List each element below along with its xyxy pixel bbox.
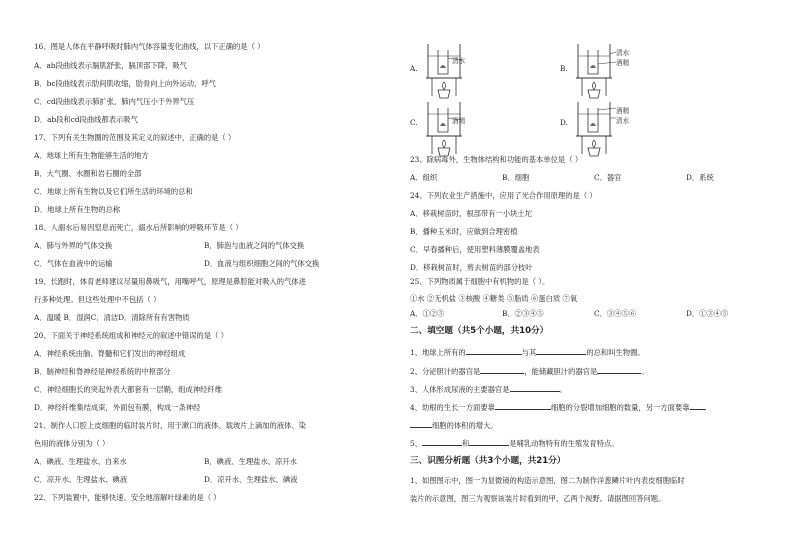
q17-stem: 17、下列有关生物圈的范围及其定义的叙述中，正确的是（ ） [34, 133, 236, 142]
fill-blank[interactable] [410, 419, 432, 428]
apparatus-a-letter: A. [410, 64, 418, 73]
q20-option-b: B．脑神经和脊神经是神经系统的中枢部分 [34, 367, 171, 376]
q18-stem: 18、人溺水后易因窒息而死亡，溺水后所影响的呼吸环节是（ ） [34, 223, 243, 232]
q21-option-c: C．凉开水、生理盐水、碘液 [34, 475, 128, 484]
q24-option-a: A．移栽树苗时，根部带有一小块土坨 [410, 209, 533, 218]
q24-option-b: B．播种玉米时，应做到合理密植 [410, 227, 518, 236]
fill-blank[interactable] [510, 383, 560, 392]
fill-blank[interactable] [536, 346, 586, 355]
q18-option-c: C．气体在血液中的运输 [34, 259, 113, 268]
fill-blank[interactable] [690, 401, 706, 410]
fill-blank[interactable] [495, 401, 551, 410]
q23-stem: 23、除病毒外，生物体结构和功能的基本单位是（ ） [410, 155, 583, 164]
apparatus-d-label-2: 清水 [616, 117, 630, 125]
q24-option-c: C．早春播种后，使用塑料薄膜覆盖地表 [410, 245, 540, 254]
apparatus-b-label-2: 酒精 [616, 59, 630, 67]
apparatus-a-label-1: 清水 [452, 57, 466, 65]
q17-option-c: C．地球上所有生物以及它们所生活的环境的总和 [34, 187, 193, 196]
q20-option-a: A．神经系统由脑、脊髓和它们发出的神经组成 [34, 349, 186, 358]
fill-blank[interactable] [466, 346, 522, 355]
q25-stem: 25、下列物质属于细胞中有机物的是（ ）。 [410, 277, 550, 286]
q21-option-a: A．碘液、生理盐水、自来水 [34, 457, 127, 466]
q24-stem: 24、下列农业生产措施中，应用了光合作用原理的是（ ） [410, 191, 597, 200]
q24-option-d: D．移栽树苗时，剪去树苗的部分枝叶 [410, 263, 533, 272]
q18-option-b: B．肺泡与血液之间的气体交换 [204, 241, 305, 250]
fill-blank[interactable] [597, 365, 641, 374]
fill-blank[interactable] [480, 365, 524, 374]
q21-option-d: D．凉开水、生理盐水、碘液 [204, 475, 298, 484]
q25-option-d: D．①③④⑤ [686, 309, 729, 318]
apparatus-c-label-1: 酒精 [452, 117, 466, 125]
section3-title: 三、识图分析题（共3个小题，共21分） [410, 456, 566, 466]
q16-option-b: B．bc段曲线表示肋间肌收缩，肋骨向上向外运动，呼气 [34, 79, 216, 88]
q25-option-c: C．③④⑤⑥ [594, 309, 637, 318]
q16-option-c: C．cd段曲线表示肺扩张，肺内气压小于外界气压 [34, 97, 195, 106]
q21-stem-line2: 色用的液体分别为（ ） [34, 439, 110, 448]
section3-q1-line2: 装片的示意图，图三为观察该装片时看到的甲、乙两个视野。请据图回答问题。 [410, 494, 666, 503]
q19-stem-line2: 行多种处理。但这些处理中不包括（ ） [34, 295, 161, 304]
q17-option-a: A．地球上所有生物能够生活的地方 [34, 151, 149, 160]
q23-option-a: A．组织 [410, 173, 438, 182]
q25-option-a: A．①②⑤ [410, 309, 445, 318]
section2-title: 二、填空题（共5个小题，共10分） [410, 326, 549, 336]
q25-items: ①水 ②无机盐 ③核酸 ④糖类 ⑤脂质 ⑥蛋白质 ⑦氧 [410, 294, 578, 303]
q25-option-b: B．②③④⑤ [502, 309, 544, 318]
fill-item-5: 5、 和 是哺乳动物特有的生殖发育特点。 [410, 439, 619, 448]
fill-item-4-line1: 4、幼根的生长一方面要靠 细胞的分裂增加细胞的数量，另一方面要靠 [410, 401, 706, 413]
q18-option-a: A．肺与外界的气体交换 [34, 241, 113, 250]
q20-option-d: D．神经纤维集结成束，外面包有膜，构成一条神经 [34, 403, 201, 412]
fill-item-3: 3、人体形成尿液的主要器官是 。 [410, 385, 567, 394]
q20-stem: 20、下面关于神经系统组成和神经元的叙述中错误的是（ ） [34, 331, 229, 340]
q23-option-d: D．系统 [686, 173, 714, 182]
q16-stem: 16、图是人体在平静呼吸时肺内气体容量变化曲线，以下正确的是（ ） [34, 42, 265, 51]
apparatus-c-letter: C. [410, 118, 418, 127]
q19-stem-line1: 19、长跑时，体育老师建议尽量用鼻吸气，用嘴呼气，原理是鼻腔能对吸入的气体进 [34, 277, 306, 286]
apparatus-b-letter: B. [560, 64, 568, 73]
q20-option-c: C．神经细胞长的突起外表大都套有一层鞘，组成神经纤维 [34, 385, 223, 394]
q17-option-b: B．大气圈、水圈和岩石圈的全部 [34, 169, 142, 178]
q23-option-c: C．器官 [594, 173, 622, 182]
q17-option-d: D．地球上所有生物的总称 [34, 205, 121, 214]
fill-blank[interactable] [422, 437, 462, 446]
q19-options: A．温暖 B．湿润C．清洁D．清除所有有害物质 [34, 313, 190, 322]
apparatus-c-diagram [424, 96, 476, 158]
apparatus-d-label-1: 酒精 [616, 107, 630, 115]
q16-option-d: D．ab段和cd段曲线都表示吸气 [34, 115, 138, 124]
q23-option-b: B．细胞 [502, 173, 530, 182]
section3-q1-line1: 1、如图图示中，图一为显微镜的构造示意图，图二为制作洋葱鳞片叶内表皮细胞临时 [410, 476, 685, 485]
apparatus-b-label-1: 清水 [616, 49, 630, 57]
fill-item-4-line2: 细胞的体积的增大。 [410, 419, 498, 431]
fill-item-2: 2、分泌胆汁的器官是 ，能储藏胆汁的器官是 。 [410, 367, 649, 376]
apparatus-a-diagram [424, 38, 476, 100]
fill-blank[interactable] [469, 437, 509, 446]
q21-option-b: B．碘液、生理盐水、凉开水 [204, 457, 297, 466]
q18-option-d: D．血液与组织细胞之间的气体交换 [204, 259, 320, 268]
apparatus-d-letter: D. [560, 118, 568, 127]
q16-option-a: A．ab段曲线表示膈肌舒张，膈顶部下降，吸气 [34, 61, 187, 70]
q21-stem-line1: 21、制作人口腔上皮细胞的临时装片时，用于漱口的液体、载玻片上滴加的液体、染 [34, 421, 306, 430]
fill-item-1: 1、地球上所有的 与其 的总和叫生物圈。 [410, 348, 645, 357]
q22-stem: 22、下列装置中，能够快速、安全地溶解叶绿素的是（ ） [34, 493, 221, 502]
